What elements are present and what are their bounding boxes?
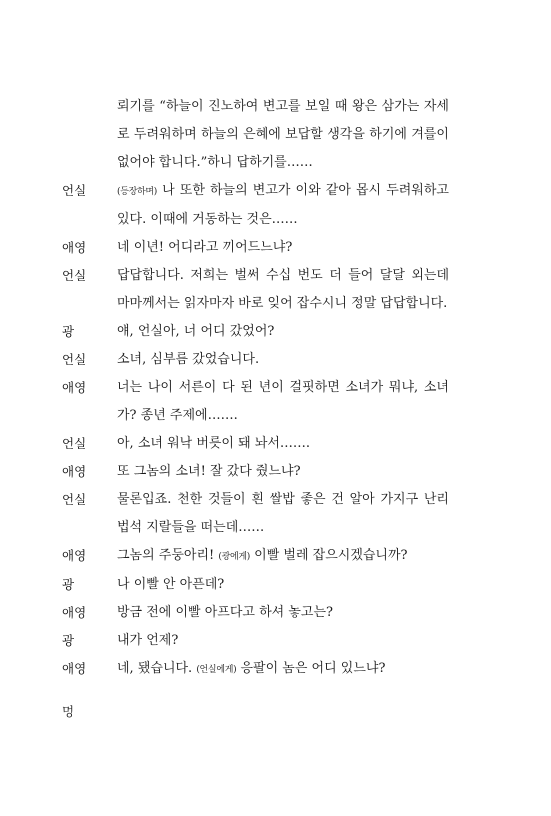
line-text: 마마께서는 읽자마자 바로 잊어 잡수시니 정말 답답합니다.	[117, 296, 448, 311]
dialogue-line	[117, 514, 449, 542]
dialogue-row	[0, 458, 551, 486]
line-text: 그놈의 주둥아리!	[117, 548, 219, 563]
line-text: 물론입죠. 천한 것들이 흰 쌀밥 좋은 건 알아 가지구 난리	[117, 492, 449, 507]
stage-direction: (등장하며)	[117, 187, 157, 197]
speaker-name: 애영	[62, 605, 87, 620]
speaker-name: 애영	[62, 661, 87, 676]
line-text: 너는 나이 서른이 다 된 년이 걸핏하면 소녀가 뭐냐, 소녀	[117, 380, 449, 395]
dialogue-row	[0, 177, 551, 234]
dialogue-row	[0, 571, 551, 599]
dialogue-text	[117, 599, 449, 627]
dialogue-line	[117, 655, 449, 684]
line-text: 소녀, 심부름 갔었습니다.	[117, 352, 260, 367]
dialogue-line	[117, 346, 449, 374]
dialogue-line	[117, 486, 449, 514]
line-text: 나 이빨 안 아픈데?	[117, 577, 225, 592]
dialogue-line	[117, 430, 449, 458]
dialogue-row	[0, 234, 551, 262]
dialogue-line	[117, 318, 449, 346]
dialogue-row	[0, 542, 551, 571]
stage-direction: (언실에게)	[196, 665, 237, 675]
dialogue-line	[117, 374, 449, 402]
speaker-name: 광	[62, 633, 75, 648]
dialogue-row	[0, 262, 551, 318]
dialogue-line	[117, 571, 449, 599]
dialogue-row	[0, 93, 551, 177]
line-text: 네 이년! 어디라고 끼어드느냐?	[117, 240, 293, 255]
dialogue-line	[117, 149, 449, 177]
dialogue-line	[117, 177, 449, 206]
line-text: 방금 전에 이빨 아프다고 하셔 놓고는?	[117, 605, 334, 620]
dialogue-row	[0, 318, 551, 346]
dialogue-text	[117, 318, 449, 346]
dialogue-text	[117, 542, 449, 571]
speaker-name: 언실	[62, 268, 87, 283]
speaker-name: 애영	[62, 240, 87, 255]
dialogue-text	[117, 374, 449, 430]
dialogue-text	[117, 627, 449, 655]
dialogue-row	[0, 627, 551, 655]
dialogue-row	[0, 599, 551, 627]
dialogue-line	[117, 234, 449, 262]
stage-direction: (광에게)	[218, 552, 251, 562]
dialogue-line	[117, 542, 449, 571]
speaker-name: 언실	[62, 183, 87, 198]
dialogue-text	[117, 486, 449, 542]
dialogue-line	[117, 93, 449, 121]
dialogue-line	[117, 206, 449, 234]
dialogue-text	[117, 346, 449, 374]
line-text: 없어야 합니다.”하니 답하기를……	[117, 155, 313, 170]
line-text: 있다. 이때에 거동하는 것은……	[117, 212, 298, 227]
dialogue-row	[0, 346, 551, 374]
dialogue-line	[117, 599, 449, 627]
dialogue-line	[117, 121, 449, 149]
speaker-name: 애영	[62, 464, 87, 479]
script-body	[0, 93, 551, 684]
line-text: 뢰기를 “하늘이 진노하여 변고를 보일 때 왕은 삼가는 자세	[117, 99, 449, 114]
speaker-name: 언실	[62, 492, 87, 507]
speaker-name: 애영	[62, 548, 87, 563]
dialogue-row	[0, 486, 551, 542]
line-text: 아, 소녀 워낙 버릇이 돼 놔서…….	[117, 436, 311, 451]
dialogue-text	[117, 458, 449, 486]
dialogue-line	[117, 290, 449, 318]
speaker-name: 애영	[62, 380, 87, 395]
line-text: 또 그놈의 소녀! 잘 갔다 줬느냐?	[117, 464, 301, 479]
line-text: 답답합니다. 저희는 벌써 수십 번도 더 들어 달달 외는데	[117, 268, 449, 283]
dialogue-text	[117, 655, 449, 684]
line-text: 법석 지랄들을 떠는데……	[117, 520, 265, 535]
line-text: 이빨 벌레 잡으시겠습니까?	[250, 548, 408, 563]
speaker-name: 언실	[62, 436, 87, 451]
line-text: 가? 종년 주제에…….	[117, 408, 238, 423]
line-text: 응팔이 놈은 어디 있느냐?	[236, 661, 386, 676]
line-text: 얘, 언실아, 너 어디 갔었어?	[117, 324, 275, 339]
dialogue-text	[117, 177, 449, 234]
line-text: 나 또한 하늘의 변고가 이와 같아 몹시 두려워하고	[157, 183, 449, 198]
line-text: 네, 됐습니다.	[117, 661, 197, 676]
dialogue-row	[0, 655, 551, 684]
speaker-name: 광	[62, 577, 75, 592]
dialogue-text	[117, 571, 449, 599]
dialogue-line	[117, 402, 449, 430]
dialogue-text	[117, 262, 449, 318]
dialogue-line	[117, 458, 449, 486]
dialogue-row	[0, 374, 551, 430]
dialogue-line	[117, 627, 449, 655]
line-text: 로 두려워하며 하늘의 은혜에 보답할 생각을 하기에 겨를이	[117, 127, 449, 142]
dialogue-text	[117, 93, 449, 177]
line-text: 내가 언제?	[117, 633, 179, 648]
dialogue-line	[117, 262, 449, 290]
page-footer: 멍	[62, 704, 75, 719]
dialogue-text	[117, 430, 449, 458]
speaker-name: 언실	[62, 352, 87, 367]
dialogue-text	[117, 234, 449, 262]
dialogue-row	[0, 430, 551, 458]
speaker-name: 광	[62, 324, 75, 339]
